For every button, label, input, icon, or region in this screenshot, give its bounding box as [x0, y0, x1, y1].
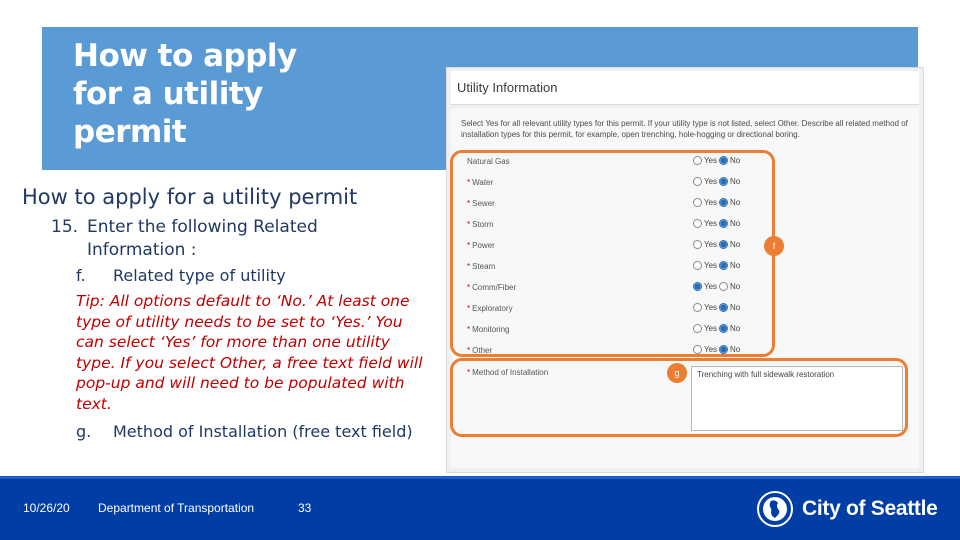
sub-item-f: [76, 266, 286, 285]
tip-label: Tip: [76, 292, 100, 310]
footer-department: Department of Transportation: [98, 501, 255, 515]
utility-label: Water: [472, 178, 494, 187]
sub-item-f-letter: f.: [76, 266, 86, 285]
utility-label: Other: [472, 346, 493, 355]
radio-no-label: No: [730, 303, 741, 312]
radio-yes-label: Yes: [704, 261, 718, 270]
sub-item-f-text: Related type of utility: [113, 266, 286, 285]
marker-f: f: [764, 236, 784, 256]
sub-item-g: [76, 422, 413, 441]
utility-label: Comm/Fiber: [472, 283, 517, 292]
utility-label: Monitoring: [472, 325, 510, 334]
required-marker: *: [467, 304, 471, 313]
utility-label: Steam: [472, 262, 496, 271]
utility-label: Storm: [472, 220, 494, 229]
radio-no-label: No: [730, 240, 741, 249]
radio-yes-label: Yes: [704, 324, 718, 333]
required-marker: *: [467, 220, 471, 229]
required-marker: *: [467, 283, 471, 292]
radio-yes-label: Yes: [704, 303, 718, 312]
step-text-line1: Enter the following Related: [87, 217, 318, 237]
radio-no-label: No: [730, 177, 741, 186]
method-of-installation-field[interactable]: Trenching with full sidewalk restoration: [691, 366, 903, 431]
city-logo-text: City of Seattle: [802, 497, 938, 520]
form-title: Utility Information: [457, 80, 558, 95]
sub-item-g-letter: g.: [76, 422, 92, 441]
form-instructions: Select Yes for all relevant utility types for this permit. If your utility type is not listed, select Other. Describe all related method of installation types for this permit, for example, open trenching, hole-hogging or directional boring.: [461, 119, 908, 139]
radio-no-label: No: [730, 219, 741, 228]
slide-title-line: for a utility: [73, 76, 263, 112]
step-number: 15.: [51, 217, 79, 237]
tip-paragraph: [76, 291, 431, 415]
marker-g: g: [667, 363, 687, 383]
radio-yes-label: Yes: [704, 177, 718, 186]
slide-title: [73, 37, 313, 151]
required-marker: *: [467, 241, 471, 250]
city-seal-icon: [757, 491, 793, 527]
utility-label: Natural Gas: [467, 157, 510, 166]
radio-yes-label: Yes: [704, 219, 718, 228]
sub-item-g-text: Method of Installation (free text field): [113, 422, 413, 441]
radio-yes-label: Yes: [704, 282, 718, 291]
step-text-line2: Information :: [87, 240, 197, 260]
radio-yes-label: Yes: [704, 345, 718, 354]
slide-title-line: permit: [73, 114, 187, 150]
utility-label: Exploratory: [472, 304, 513, 313]
tip-text: : All options default to ‘No.’ At least one type of utility needs to be set to ‘Yes.’ You can select ‘Yes’ for more than one utility type. If you select Other, a free text field will pop-up and will need to be populated with text.: [76, 292, 423, 413]
utility-label: Power: [472, 241, 495, 250]
radio-yes-label: Yes: [704, 156, 718, 165]
required-marker: *: [467, 199, 471, 208]
radio-yes-label: Yes: [704, 240, 718, 249]
radio-no-label: No: [730, 198, 741, 207]
form-header: [451, 71, 919, 105]
required-marker: *: [467, 368, 471, 377]
step-15: [51, 216, 381, 262]
required-marker: *: [467, 346, 471, 355]
radio-yes-label: Yes: [704, 198, 718, 207]
required-marker: *: [467, 178, 471, 187]
section-heading: How to apply for a utility permit: [22, 185, 358, 209]
required-marker: *: [467, 262, 471, 271]
footer-date: 10/26/20: [23, 501, 70, 515]
radio-no-label: No: [730, 324, 741, 333]
highlight-f: [450, 150, 775, 357]
slide-title-line: How to apply: [73, 38, 297, 74]
radio-no-label: No: [730, 282, 741, 291]
radio-no-label: No: [730, 156, 741, 165]
radio-no-label: No: [730, 261, 741, 270]
utility-label: Sewer: [472, 199, 495, 208]
radio-no-label: No: [730, 345, 741, 354]
required-marker: *: [467, 325, 471, 334]
footer-page-number: 33: [298, 501, 312, 515]
method-label: Method of Installation: [472, 368, 549, 377]
footer-accent: [0, 476, 960, 479]
